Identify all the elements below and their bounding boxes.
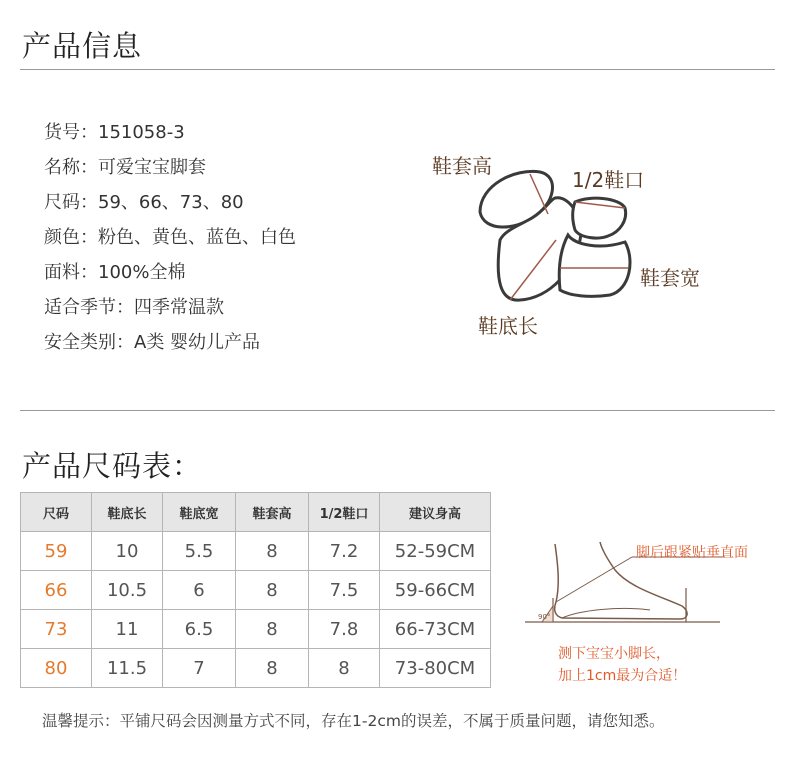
- info-item-season: 适合季节：四季常温款: [44, 297, 224, 318]
- table-header-row: [21, 493, 491, 532]
- info-item-name: 名称：可爱宝宝脚套: [44, 157, 206, 178]
- label-bootie-height: 鞋套高: [432, 154, 492, 178]
- table-cell: 6: [163, 571, 236, 610]
- table-cell: 8: [309, 649, 380, 688]
- divider: [20, 69, 775, 70]
- table-cell: 11: [92, 610, 163, 649]
- table-cell: 8: [236, 571, 309, 610]
- info-item-fabric: 面料：100%全棉: [44, 262, 186, 283]
- table-cell: 73-80CM: [380, 649, 491, 688]
- info-item-color: 颜色：粉色、黄色、蓝色、白色: [44, 227, 296, 248]
- table-header: 尺码: [21, 493, 92, 532]
- table-cell: 7: [163, 649, 236, 688]
- section-title-size-chart: 产品尺码表：: [22, 449, 203, 483]
- angle-label: 90°: [538, 613, 551, 621]
- table-cell: 6.5: [163, 610, 236, 649]
- table-row: [21, 649, 491, 688]
- table-cell: 73: [21, 610, 92, 649]
- table-cell: 5.5: [163, 532, 236, 571]
- footnote: 温馨提示：平铺尺码会因测量方式不同，存在1-2cm的误差，不属于质量问题，请您知悉。: [42, 712, 665, 730]
- table-cell: 80: [21, 649, 92, 688]
- table-cell: 8: [236, 532, 309, 571]
- table-row: [21, 571, 491, 610]
- table-header: 鞋底长: [92, 493, 163, 532]
- table-cell: 10: [92, 532, 163, 571]
- product-info-list: [44, 115, 296, 360]
- info-item-sku: 货号：151058-3: [44, 122, 185, 143]
- label-bootie-width: 鞋套宽: [640, 266, 700, 290]
- table-cell: 8: [236, 610, 309, 649]
- table-cell: 52-59CM: [380, 532, 491, 571]
- table-header: 鞋底宽: [163, 493, 236, 532]
- divider: [20, 410, 775, 411]
- table-cell: 7.5: [309, 571, 380, 610]
- table-cell: 8: [236, 649, 309, 688]
- table-cell: 66: [21, 571, 92, 610]
- info-item-size: 尺码：59、66、73、80: [44, 192, 244, 213]
- label-sole-length: 鞋底长: [478, 314, 538, 338]
- measure-note-line2: 加上1cm最为合适！: [558, 668, 687, 684]
- table-cell: 7.2: [309, 532, 380, 571]
- table-cell: 66-73CM: [380, 610, 491, 649]
- size-table: [20, 492, 491, 688]
- table-cell: 59-66CM: [380, 571, 491, 610]
- table-cell: 10.5: [92, 571, 163, 610]
- table-cell: 11.5: [92, 649, 163, 688]
- section-title-product-info: 产品信息: [22, 29, 143, 63]
- table-cell: 7.8: [309, 610, 380, 649]
- table-header: 鞋套高: [236, 493, 309, 532]
- info-item-safety: 安全类别：A类 婴幼儿产品: [44, 332, 261, 353]
- table-row: [21, 532, 491, 571]
- table-row: [21, 610, 491, 649]
- measure-note-line1: 测下宝宝小脚长，: [558, 646, 670, 662]
- table-cell: 59: [21, 532, 92, 571]
- label-half-opening: 1/2鞋口: [572, 168, 645, 192]
- table-header: 建议身高: [380, 493, 491, 532]
- table-header: 1/2鞋口: [309, 493, 380, 532]
- heel-note: 脚后跟紧贴垂直面: [636, 545, 748, 561]
